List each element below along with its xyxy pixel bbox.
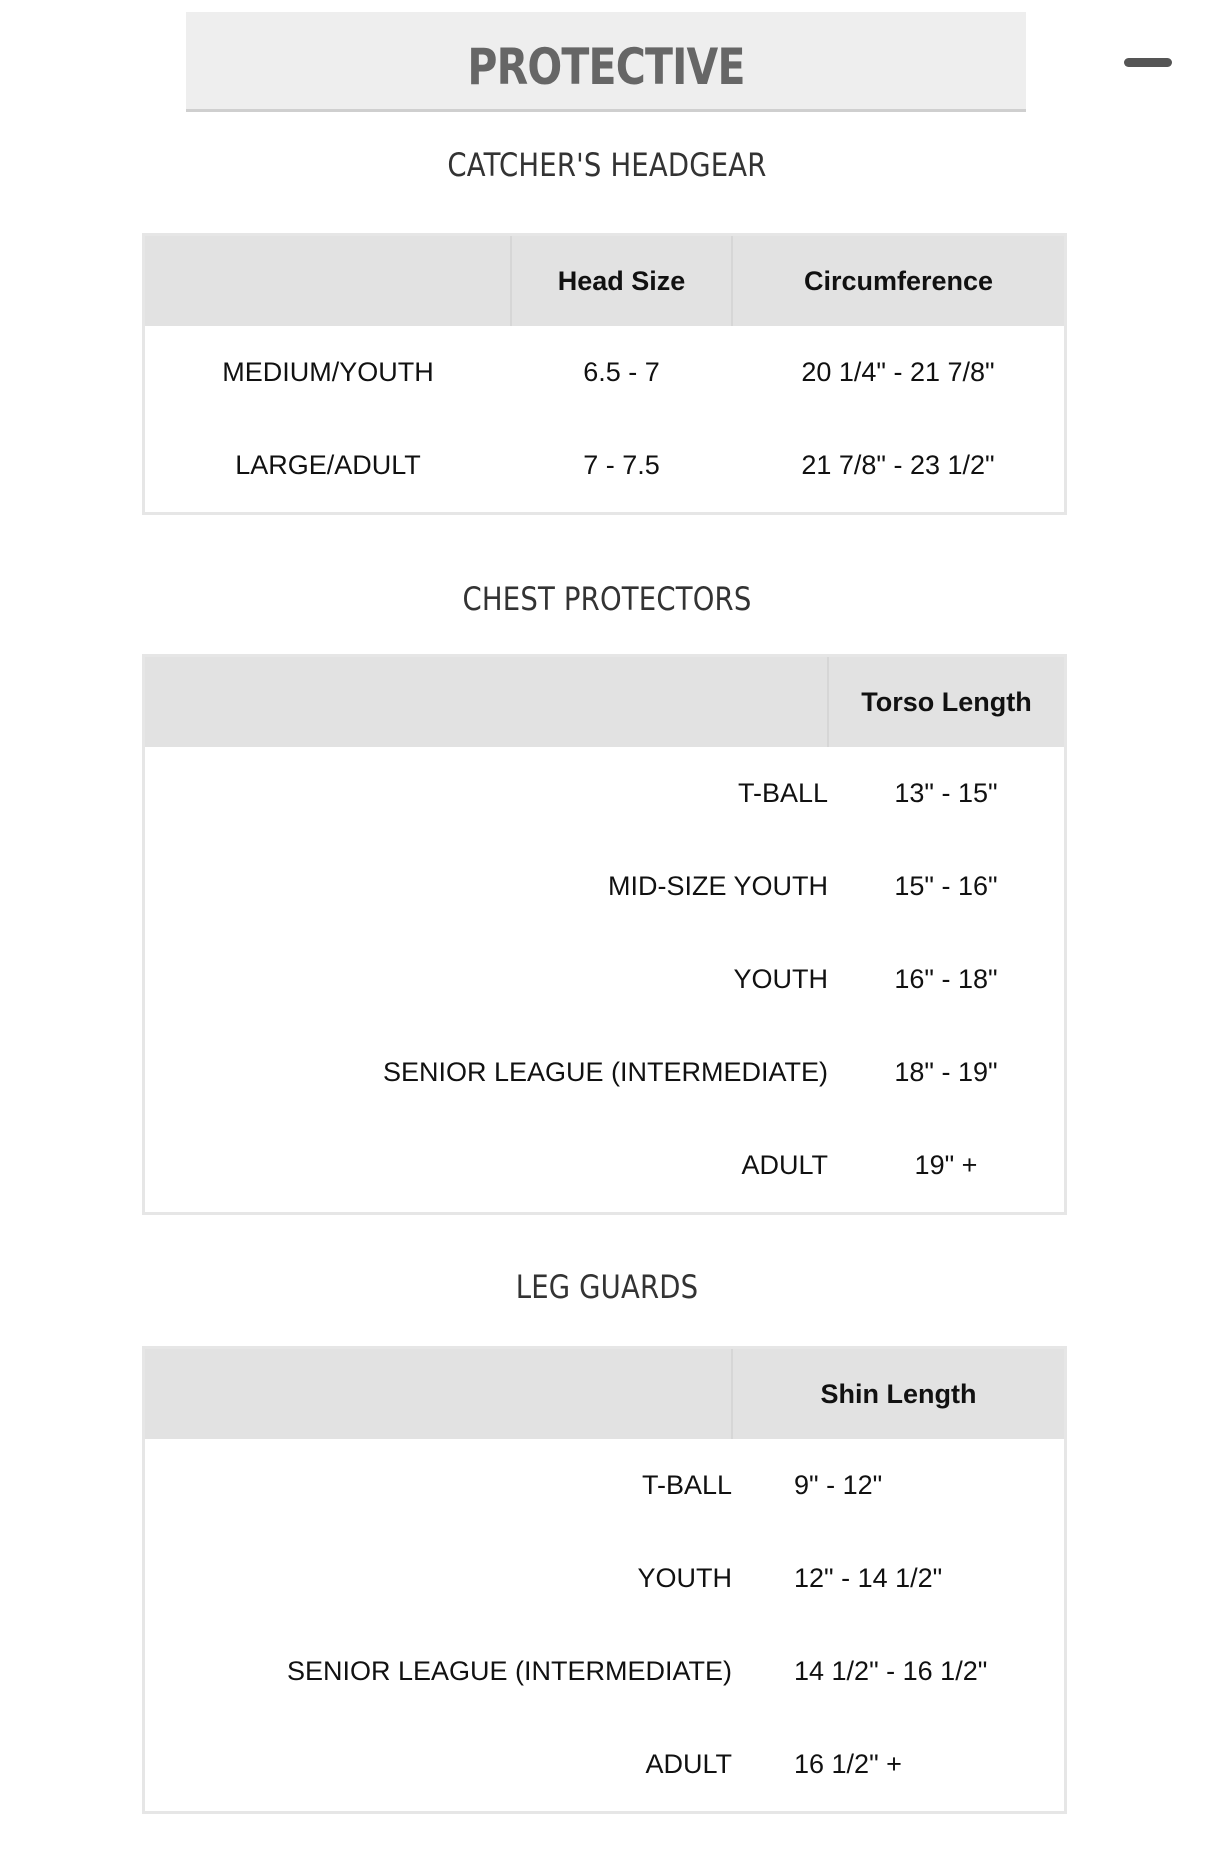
- head-size-cell: 6.5 - 7: [583, 357, 660, 387]
- shin-length-cell: 9" - 12": [794, 1470, 883, 1500]
- section-title-leg-guards: LEG GUARDS: [515, 1268, 699, 1306]
- table-row: [145, 419, 1064, 512]
- size-cell: ADULT: [741, 1150, 828, 1180]
- size-cell: LARGE/ADULT: [235, 450, 421, 480]
- column-header-size: [145, 236, 511, 326]
- accordion-header-protective[interactable]: [186, 12, 1026, 112]
- section-title-headgear: CATCHER'S HEADGEAR: [447, 146, 767, 184]
- size-cell: SENIOR LEAGUE (INTERMEDIATE): [286, 1656, 732, 1686]
- circumference-cell: 20 1/4" - 21 7/8": [801, 357, 995, 387]
- size-cell: MID-SIZE YOUTH: [607, 871, 828, 901]
- headgear-table: [142, 233, 1067, 515]
- size-cell: MEDIUM/YOUTH: [222, 357, 434, 387]
- size-cell: SENIOR LEAGUE (INTERMEDIATE): [382, 1057, 828, 1087]
- accordion-title: PROTECTIVE: [467, 38, 745, 96]
- column-header-shin-length: Shin Length: [732, 1349, 1064, 1439]
- chest-protectors-table: [142, 654, 1067, 1215]
- table-header-row: [145, 236, 1064, 326]
- table-row: [145, 1625, 1064, 1718]
- table-row: [145, 933, 1064, 1026]
- table-header-row: [145, 657, 1064, 747]
- size-cell: ADULT: [645, 1749, 732, 1779]
- table-row: [145, 747, 1064, 840]
- torso-length-cell: 16" - 18": [894, 964, 998, 994]
- column-header-size: [145, 657, 828, 747]
- head-size-cell: 7 - 7.5: [583, 450, 660, 480]
- leg-guards-table: [142, 1346, 1067, 1814]
- table-row: [145, 1439, 1064, 1532]
- shin-length-cell: 12" - 14 1/2": [794, 1563, 943, 1593]
- torso-length-cell: 18" - 19": [894, 1057, 998, 1087]
- minus-icon: [1124, 58, 1172, 67]
- table-row: [145, 1119, 1064, 1212]
- column-header-circumference: Circumference: [732, 236, 1064, 326]
- circumference-cell: 21 7/8" - 23 1/2": [801, 450, 995, 480]
- size-cell: YOUTH: [733, 964, 828, 994]
- collapse-button[interactable]: [1120, 50, 1176, 78]
- column-header-torso-length: Torso Length: [828, 657, 1064, 747]
- table-row: [145, 1026, 1064, 1119]
- size-cell: YOUTH: [637, 1563, 732, 1593]
- column-header-head-size: Head Size: [511, 236, 732, 326]
- size-cell: T-BALL: [737, 778, 828, 808]
- table-row: [145, 1532, 1064, 1625]
- torso-length-cell: 13" - 15": [894, 778, 998, 808]
- column-header-size: [145, 1349, 732, 1439]
- shin-length-cell: 16 1/2" +: [794, 1749, 902, 1779]
- shin-length-cell: 14 1/2" - 16 1/2": [794, 1656, 988, 1686]
- table-row: [145, 326, 1064, 419]
- table-header-row: [145, 1349, 1064, 1439]
- torso-length-cell: 19" +: [914, 1150, 978, 1180]
- table-row: [145, 1718, 1064, 1811]
- table-row: [145, 840, 1064, 933]
- size-cell: T-BALL: [641, 1470, 732, 1500]
- section-title-chest: CHEST PROTECTORS: [462, 580, 752, 618]
- torso-length-cell: 15" - 16": [894, 871, 998, 901]
